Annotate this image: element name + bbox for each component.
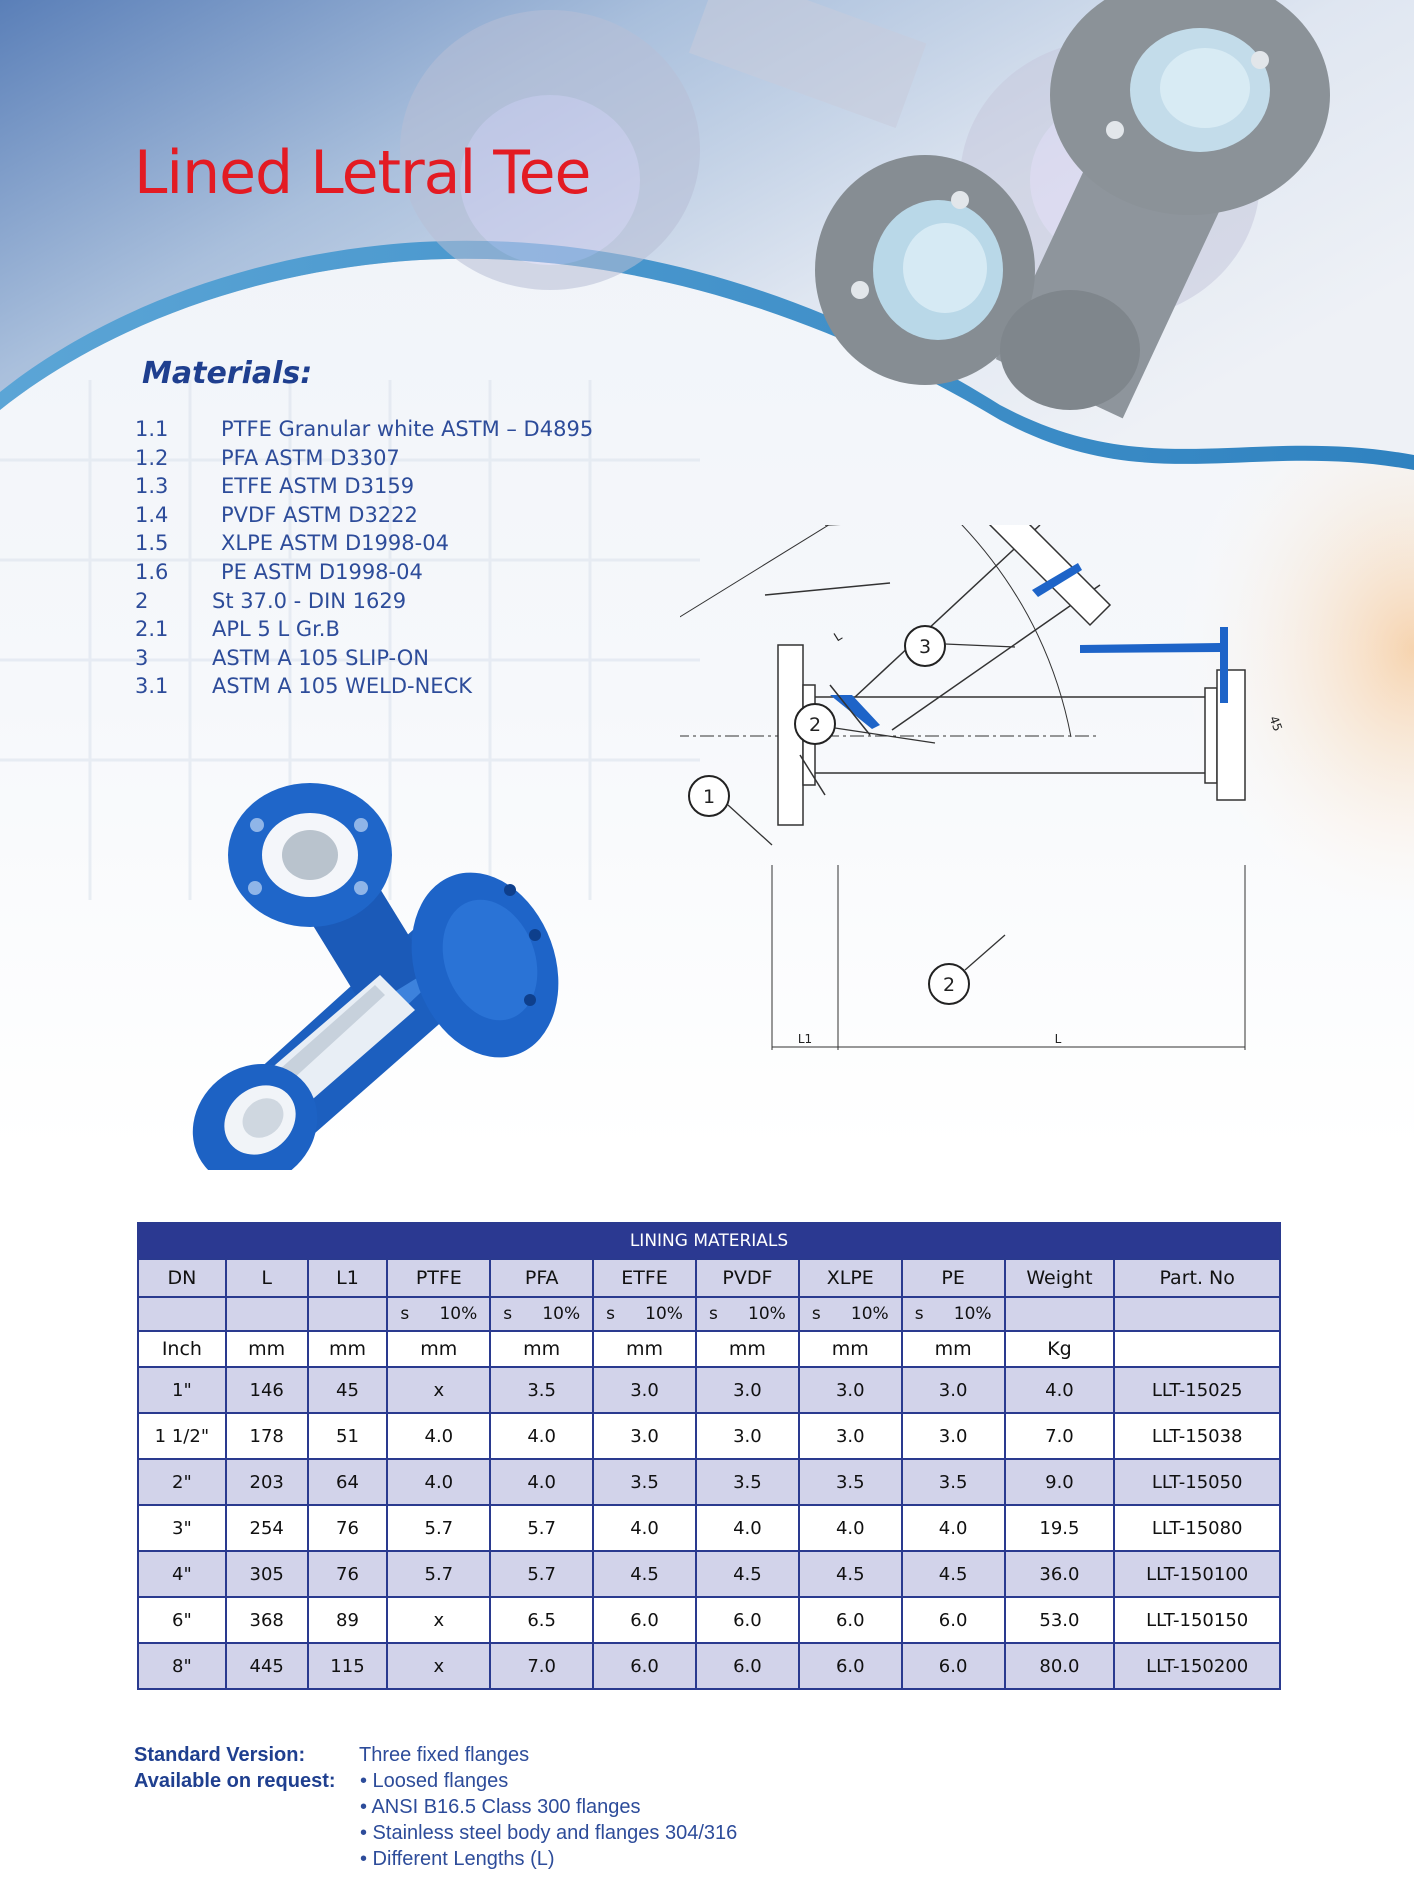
table-cell: 4": [138, 1551, 226, 1597]
table-cell: 89: [308, 1597, 388, 1643]
table-cell: 3.0: [593, 1367, 696, 1413]
unit-cell: mm: [902, 1331, 1005, 1367]
table-cell: 3.0: [902, 1367, 1005, 1413]
table-cell: 178: [226, 1413, 308, 1459]
standard-version-value: Three fixed flanges: [359, 1744, 530, 1766]
table-cell: 6.0: [799, 1597, 902, 1643]
table-cell: 7.0: [1005, 1413, 1115, 1459]
table-cell: 5.7: [490, 1551, 593, 1597]
column-header: XLPE: [799, 1259, 902, 1297]
material-number: 3.1: [135, 674, 169, 699]
tolerance-symbol: s: [914, 1304, 924, 1324]
material-number: 1.2: [135, 445, 169, 470]
table-cell: LLT-150200: [1114, 1643, 1280, 1689]
table-cell: 146: [226, 1367, 308, 1413]
table-cell: 2": [138, 1459, 226, 1505]
table-cell: 3.0: [696, 1367, 799, 1413]
table-cell: 3.0: [593, 1413, 696, 1459]
table-cell: 3.0: [799, 1367, 902, 1413]
tolerance-symbol: s: [400, 1304, 410, 1324]
table-cell: 3.5: [696, 1459, 799, 1505]
table-cell: 305: [226, 1551, 308, 1597]
material-text: ETFE ASTM D3159: [221, 474, 415, 499]
table-cell: x: [387, 1597, 490, 1643]
table-cell: 19.5: [1005, 1505, 1115, 1551]
material-number: 1.3: [135, 474, 169, 499]
tolerance-symbol: s: [503, 1304, 513, 1324]
table-cell: LLT-150100: [1114, 1551, 1280, 1597]
tolerance-value: 10%: [748, 1304, 786, 1324]
tolerance-row: [138, 1297, 1280, 1331]
tolerance-value: 10%: [645, 1304, 683, 1324]
table-cell: LLT-15025: [1114, 1367, 1280, 1413]
table-cell: 5.7: [387, 1505, 490, 1551]
tolerance-value: 10%: [542, 1304, 581, 1324]
unit-cell: mm: [308, 1331, 388, 1367]
table-cell: 6.0: [696, 1597, 799, 1643]
table-cell: 203: [226, 1459, 308, 1505]
table-cell: 5.7: [387, 1551, 490, 1597]
unit-cell: Inch: [138, 1331, 226, 1367]
lining-materials-table: [137, 1222, 1281, 1690]
tolerance-value: 10%: [850, 1304, 889, 1324]
material-number: 1.1: [135, 417, 169, 441]
table-cell: 64: [308, 1459, 388, 1505]
material-text: St 37.0 - DIN 1629: [212, 588, 407, 613]
material-text: ASTM A 105 WELD-NECK: [212, 674, 473, 699]
table-cell: 368: [226, 1597, 308, 1643]
table-cell: 6.0: [593, 1597, 696, 1643]
table-cell: LLT-15038: [1114, 1413, 1280, 1459]
material-number: 1.6: [135, 559, 169, 584]
tolerance-symbol: s: [811, 1304, 821, 1324]
table-cell: 4.0: [490, 1413, 593, 1459]
table-cell: 115: [308, 1643, 388, 1689]
lateral-tee-image: [185, 770, 635, 1170]
callout-1-label: 1: [702, 786, 716, 808]
table-cell: 6": [138, 1597, 226, 1643]
material-text: PTFE Granular white ASTM – D4895: [221, 417, 594, 441]
table-cell: 45: [308, 1367, 388, 1413]
tolerance-value: 10%: [439, 1304, 478, 1324]
column-header: PFA: [490, 1259, 593, 1297]
table-cell: 6.5: [490, 1597, 593, 1643]
table-cell: 53.0: [1005, 1597, 1115, 1643]
material-text: ASTM A 105 SLIP-ON: [212, 645, 429, 670]
material-number: 1.4: [135, 502, 169, 527]
table-cell: 9.0: [1005, 1459, 1115, 1505]
table-cell: 3.0: [902, 1413, 1005, 1459]
table-cell: 76: [308, 1551, 388, 1597]
table-row: [138, 1367, 1280, 1413]
unit-cell: mm: [799, 1331, 902, 1367]
material-text: APL 5 L Gr.B: [212, 617, 340, 642]
table-cell: 6.0: [902, 1597, 1005, 1643]
table-row: [138, 1551, 1280, 1597]
available-on-request-label: Available on request:: [134, 1770, 336, 1792]
column-header: PVDF: [696, 1259, 799, 1297]
table-cell: 8": [138, 1643, 226, 1689]
table-cell: 3.5: [490, 1367, 593, 1413]
table-cell: 3.0: [799, 1413, 902, 1459]
unit-cell: mm: [387, 1331, 490, 1367]
materials-heading: Materials:: [142, 356, 313, 391]
column-header: L: [226, 1259, 308, 1297]
unit-cell: mm: [593, 1331, 696, 1367]
table-cell: 80.0: [1005, 1643, 1115, 1689]
request-option: • Different Lengths (L): [360, 1848, 555, 1870]
table-row: [138, 1413, 1280, 1459]
table-cell: 4.0: [490, 1459, 593, 1505]
unit-cell: [1114, 1331, 1280, 1367]
table-cell: 51: [308, 1413, 388, 1459]
column-header: PE: [902, 1259, 1005, 1297]
table-cell: 254: [226, 1505, 308, 1551]
table-cell: 4.5: [799, 1551, 902, 1597]
dim-angle: 45: [1266, 714, 1285, 734]
column-header: Part. No: [1114, 1259, 1280, 1297]
unit-cell: Kg: [1005, 1331, 1115, 1367]
material-text: PFA ASTM D3307: [221, 445, 400, 470]
material-text: XLPE ASTM D1998-04: [221, 531, 449, 556]
column-header: ETFE: [593, 1259, 696, 1297]
table-row: [138, 1597, 1280, 1643]
table-cell: 7.0: [490, 1643, 593, 1689]
column-header: PTFE: [387, 1259, 490, 1297]
tolerance-value: 10%: [953, 1304, 992, 1324]
material-number: 2.1: [135, 617, 169, 642]
table-cell: 4.5: [593, 1551, 696, 1597]
table-cell: 3.5: [799, 1459, 902, 1505]
table-cell: 76: [308, 1505, 388, 1551]
table-cell: 445: [226, 1643, 308, 1689]
table-cell: LLT-15050: [1114, 1459, 1280, 1505]
callout-2-label: 2: [808, 714, 822, 736]
table-cell: 4.0: [696, 1505, 799, 1551]
technical-drawing: [680, 525, 1300, 1065]
dim-l1: L1: [797, 1032, 813, 1046]
request-option: • Loosed flanges: [360, 1770, 509, 1792]
units-row: [138, 1331, 1280, 1367]
table-cell: 6.0: [696, 1643, 799, 1689]
material-text: PE ASTM D1998-04: [221, 559, 423, 584]
request-option: • ANSI B16.5 Class 300 flanges: [360, 1796, 641, 1818]
table-cell: 4.0: [387, 1413, 490, 1459]
material-text: PVDF ASTM D3222: [221, 502, 418, 527]
table-cell: 4.5: [902, 1551, 1005, 1597]
table-cell: 4.0: [1005, 1367, 1115, 1413]
table-row: [138, 1643, 1280, 1689]
table-cell: 1": [138, 1367, 226, 1413]
table-cell: 4.0: [387, 1459, 490, 1505]
tolerance-symbol: s: [606, 1304, 615, 1324]
table-cell: 3": [138, 1505, 226, 1551]
table-cell: 6.0: [799, 1643, 902, 1689]
standard-version-label: Standard Version:: [134, 1744, 306, 1766]
material-number: 3: [135, 645, 149, 670]
table-caption: LINING MATERIALS: [138, 1223, 1280, 1259]
table-cell: x: [387, 1367, 490, 1413]
unit-cell: mm: [490, 1331, 593, 1367]
unit-cell: mm: [696, 1331, 799, 1367]
table-cell: 3.5: [902, 1459, 1005, 1505]
table-cell: LLT-15080: [1114, 1505, 1280, 1551]
table-cell: 3.5: [593, 1459, 696, 1505]
callout-2-label: 2: [942, 974, 956, 996]
table-cell: LLT-150150: [1114, 1597, 1280, 1643]
table-cell: 4.0: [799, 1505, 902, 1551]
table-cell: 6.0: [593, 1643, 696, 1689]
tolerance-symbol: s: [708, 1304, 718, 1324]
material-number: 2: [135, 588, 149, 613]
dim-l: L: [1054, 1032, 1062, 1046]
material-number: 1.5: [135, 531, 169, 556]
table-row: [138, 1459, 1280, 1505]
dim-l-diagonal: L: [831, 628, 845, 645]
page-title: Lined Letral Tee: [134, 138, 591, 208]
callout-3-label: 3: [918, 636, 932, 658]
request-option: • Stainless steel body and flanges 304/316: [360, 1822, 738, 1844]
unit-cell: mm: [226, 1331, 308, 1367]
table-cell: 36.0: [1005, 1551, 1115, 1597]
table-row: [138, 1505, 1280, 1551]
table-cell: 4.5: [696, 1551, 799, 1597]
table-cell: 4.0: [593, 1505, 696, 1551]
column-header: DN: [138, 1259, 226, 1297]
table-cell: 3.0: [696, 1413, 799, 1459]
table-cell: 6.0: [902, 1643, 1005, 1689]
column-header: L1: [308, 1259, 388, 1297]
table-cell: x: [387, 1643, 490, 1689]
table-header-row: [138, 1259, 1280, 1297]
table-cell: 5.7: [490, 1505, 593, 1551]
column-header: Weight: [1005, 1259, 1115, 1297]
table-cell: 4.0: [902, 1505, 1005, 1551]
table-cell: 1 1/2": [138, 1413, 226, 1459]
